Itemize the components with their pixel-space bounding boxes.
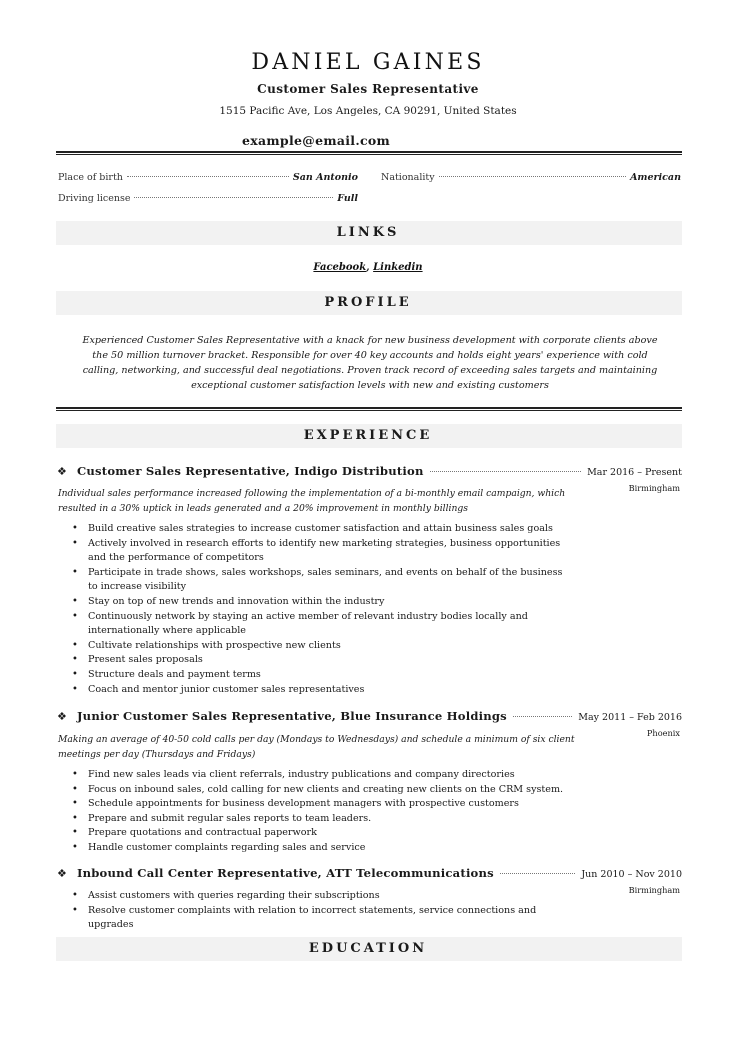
experience-entry — [56, 464, 682, 704]
driving-license-value: Full — [337, 193, 358, 204]
experience-dates: May 2011 – Feb 2016 — [578, 712, 682, 723]
experience-description: Individual sales performance increased following the implementation of a bi-monthly email campaign, which resulted in a 30% uptick in leads generated and a 20% improvement in monthly billings — [58, 488, 566, 514]
profile-divider — [56, 407, 682, 411]
leader-dots — [500, 873, 576, 874]
experience-entry-header — [56, 464, 682, 480]
experience-title: Customer Sales Representative, Indigo Distribution — [77, 464, 424, 478]
leader-dots — [513, 716, 572, 717]
resume-name: DANIEL GAINES — [251, 50, 485, 75]
experience-location: Birmingham — [628, 483, 680, 493]
experience-section-title: EXPERIENCE — [303, 428, 433, 443]
experience-description: Making an average of 40-50 cold calls per day (Mondays to Wednesdays) and schedule a minimum of six client meetings per day (Thursdays and Fridays) — [58, 734, 575, 760]
experience-location: Phoenix — [646, 728, 680, 738]
experience-location: Birmingham — [628, 885, 680, 895]
four-diamond-icon: ❖ — [57, 867, 67, 880]
list-item: • Prepare quotations and contractual paperwork — [70, 826, 570, 841]
list-item: • Focus on inbound sales, cold calling for new clients and creating new clients on the CRM system. — [70, 783, 570, 798]
experience-title: Inbound Call Center Representative, ATT Telecommunications — [77, 866, 494, 880]
experience-entry-header — [56, 866, 682, 882]
experience-bullets — [70, 768, 570, 856]
list-item: • Cultivate relationships with prospective new clients — [70, 639, 570, 654]
resume-address: 1515 Pacific Ave, Los Angeles, CA 90291, United States — [219, 105, 517, 117]
experience-dates: Jun 2010 – Nov 2010 — [581, 869, 682, 880]
resume-job-title: Customer Sales Representative — [257, 82, 479, 96]
driving-license-row — [58, 193, 358, 204]
list-item: • Find new sales leads via client referrals, industry publications and company directories — [70, 768, 570, 783]
leader-dots — [439, 176, 626, 177]
list-item: • Build creative sales strategies to increase customer satisfaction and attain business sales goals — [70, 522, 570, 537]
header-divider — [56, 151, 682, 155]
experience-bullets — [70, 522, 570, 697]
place-of-birth-label: Place of birth — [58, 172, 123, 183]
links-separator: , — [366, 262, 374, 273]
facebook-link[interactable]: Facebook — [313, 262, 367, 273]
list-item: • Coach and mentor junior customer sales representatives — [70, 683, 570, 698]
profile-section-title: PROFILE — [324, 295, 412, 310]
list-item: • Stay on top of new trends and innovation within the industry — [70, 595, 570, 610]
linkedin-link[interactable]: Linkedin — [373, 262, 423, 273]
nationality-row — [381, 172, 681, 183]
driving-license-label: Driving license — [58, 193, 131, 204]
leader-dots — [134, 197, 333, 198]
list-item: • Continuously network by staying an active member of relevant industry bodies locally and internationally where applicable — [70, 610, 570, 639]
list-item: • Actively involved in research efforts to identify new marketing strategies, business opportunities and the performance of competitors — [70, 537, 570, 566]
list-item: • Present sales proposals — [70, 653, 570, 668]
experience-bullets — [70, 889, 570, 933]
experience-entry — [56, 866, 682, 931]
list-item: • Schedule appointments for business development managers with prospective customers — [70, 797, 570, 812]
list-item: • Structure deals and payment terms — [70, 668, 570, 683]
place-of-birth-row — [58, 172, 358, 183]
education-section-title: EDUCATION — [308, 941, 428, 956]
four-diamond-icon: ❖ — [57, 465, 67, 478]
resume-email[interactable]: example@email.com — [242, 133, 391, 148]
place-of-birth-value: San Antonio — [292, 172, 358, 183]
list-item: • Participate in trade shows, sales workshops, sales seminars, and events on behalf of the business to increase visibility — [70, 566, 570, 595]
nationality-label: Nationality — [381, 172, 435, 183]
leader-dots — [430, 471, 581, 472]
links-section-title: LINKS — [336, 225, 400, 240]
experience-dates: Mar 2016 – Present — [587, 467, 682, 478]
four-diamond-icon: ❖ — [57, 710, 67, 723]
list-item: • Assist customers with queries regarding their subscriptions — [70, 889, 570, 904]
experience-entry-header — [56, 709, 682, 725]
list-item: • Resolve customer complaints with relation to incorrect statements, service connections and upgrades — [70, 904, 570, 933]
experience-title: Junior Customer Sales Representative, Blue Insurance Holdings — [77, 709, 507, 723]
experience-entry — [56, 709, 682, 859]
nationality-value: American — [630, 172, 681, 183]
leader-dots — [127, 176, 289, 177]
links-list — [0, 262, 736, 273]
profile-summary: Experienced Customer Sales Representative with a knack for new business development with corporate clients above the 50 million turnover bracket. Responsible for over 40 key accounts and holds eight years' experience with cold calling, networking, and successful deal negotiations. Proven track record of exceeding sales targets and maintaining exceptional customer satisfaction levels with new and existing customers — [82, 335, 658, 391]
list-item: • Prepare and submit regular sales reports to team leaders. — [70, 812, 570, 827]
list-item: • Handle customer complaints regarding sales and service — [70, 841, 570, 856]
